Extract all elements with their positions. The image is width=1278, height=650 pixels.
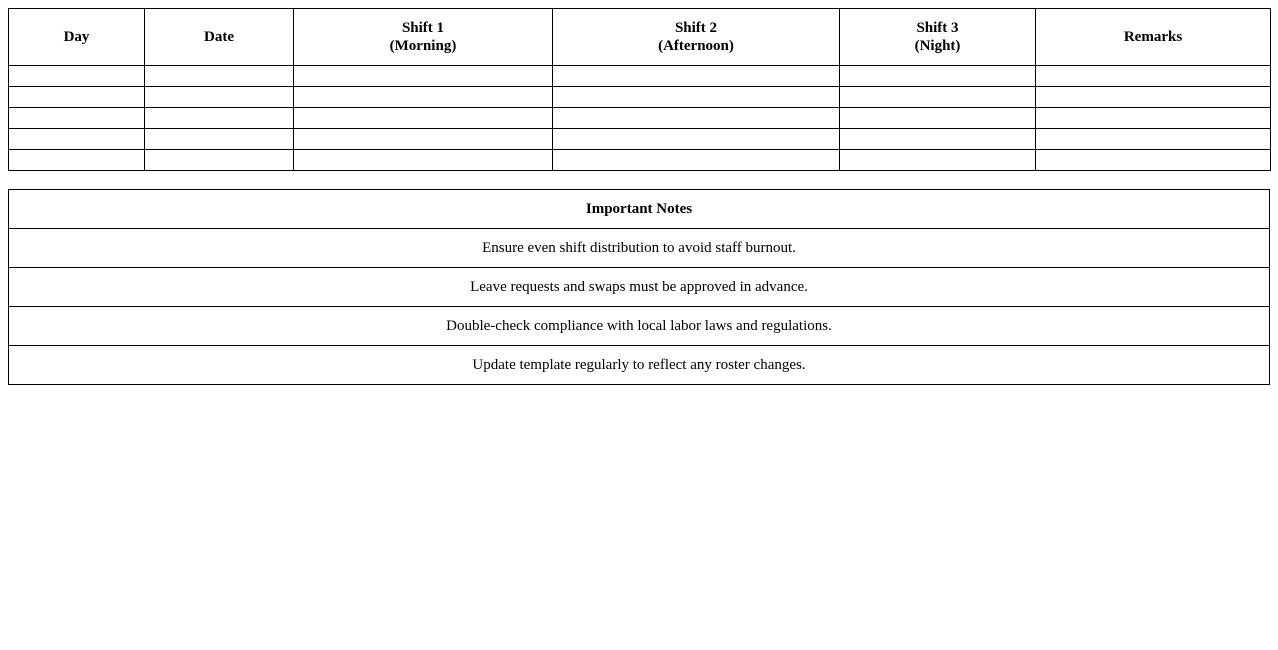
- cell-shift-1[interactable]: [294, 87, 553, 108]
- cell-shift-1[interactable]: [294, 129, 553, 150]
- header-date-label: Date: [204, 29, 234, 45]
- cell-shift-2[interactable]: [553, 129, 840, 150]
- note-row: [9, 307, 1270, 346]
- cell-shift-2[interactable]: [553, 66, 840, 87]
- table-row: [9, 108, 1271, 129]
- note-row: [9, 268, 1270, 307]
- cell-shift-1[interactable]: [294, 66, 553, 87]
- cell-date[interactable]: [145, 108, 294, 129]
- header-shift-2-period: (Afternoon): [658, 38, 734, 54]
- cell-shift-1[interactable]: [294, 150, 553, 171]
- cell-remarks[interactable]: [1036, 150, 1271, 171]
- note-item: Update template regularly to reflect any roster changes.: [9, 346, 1270, 385]
- cell-shift-3[interactable]: [840, 66, 1036, 87]
- cell-remarks[interactable]: [1036, 108, 1271, 129]
- note-item: Ensure even shift distribution to avoid staff burnout.: [9, 229, 1270, 268]
- note-row: [9, 346, 1270, 385]
- cell-remarks[interactable]: [1036, 129, 1271, 150]
- header-shift-3: [840, 9, 1036, 66]
- header-shift-2-label: Shift 2: [674, 20, 718, 36]
- table-row: [9, 87, 1271, 108]
- cell-remarks[interactable]: [1036, 87, 1271, 108]
- shift-schedule-table: [8, 8, 1271, 171]
- cell-day[interactable]: [9, 87, 145, 108]
- cell-shift-1[interactable]: [294, 108, 553, 129]
- header-day: [9, 9, 145, 66]
- notes-title: Important Notes: [9, 190, 1270, 229]
- cell-shift-3[interactable]: [840, 87, 1036, 108]
- header-shift-1: [294, 9, 553, 66]
- table-row: [9, 66, 1271, 87]
- header-shift-1-label: Shift 1: [401, 20, 445, 36]
- header-shift-1-period: (Morning): [389, 38, 457, 54]
- header-remarks: [1036, 9, 1271, 66]
- header-remarks-label: Remarks: [1123, 29, 1183, 45]
- note-row: [9, 229, 1270, 268]
- note-item: Double-check compliance with local labor laws and regulations.: [9, 307, 1270, 346]
- header-date: [145, 9, 294, 66]
- cell-date[interactable]: [145, 129, 294, 150]
- cell-date[interactable]: [145, 150, 294, 171]
- cell-shift-2[interactable]: [553, 108, 840, 129]
- header-day-label: Day: [63, 29, 90, 45]
- cell-day[interactable]: [9, 108, 145, 129]
- table-row: [9, 129, 1271, 150]
- header-shift-3-label: Shift 3: [916, 20, 959, 36]
- cell-shift-3[interactable]: [840, 150, 1036, 171]
- cell-date[interactable]: [145, 66, 294, 87]
- important-notes-table: [8, 189, 1270, 385]
- cell-shift-2[interactable]: [553, 87, 840, 108]
- cell-date[interactable]: [145, 87, 294, 108]
- cell-shift-3[interactable]: [840, 108, 1036, 129]
- cell-shift-3[interactable]: [840, 129, 1036, 150]
- notes-header-row: [9, 190, 1270, 229]
- cell-day[interactable]: [9, 129, 145, 150]
- note-item: Leave requests and swaps must be approved in advance.: [9, 268, 1270, 307]
- header-shift-3-period: (Night): [914, 38, 961, 54]
- cell-day[interactable]: [9, 150, 145, 171]
- cell-remarks[interactable]: [1036, 66, 1271, 87]
- cell-day[interactable]: [9, 66, 145, 87]
- cell-shift-2[interactable]: [553, 150, 840, 171]
- schedule-header-row: [9, 9, 1271, 66]
- table-row: [9, 150, 1271, 171]
- header-shift-2: [553, 9, 840, 66]
